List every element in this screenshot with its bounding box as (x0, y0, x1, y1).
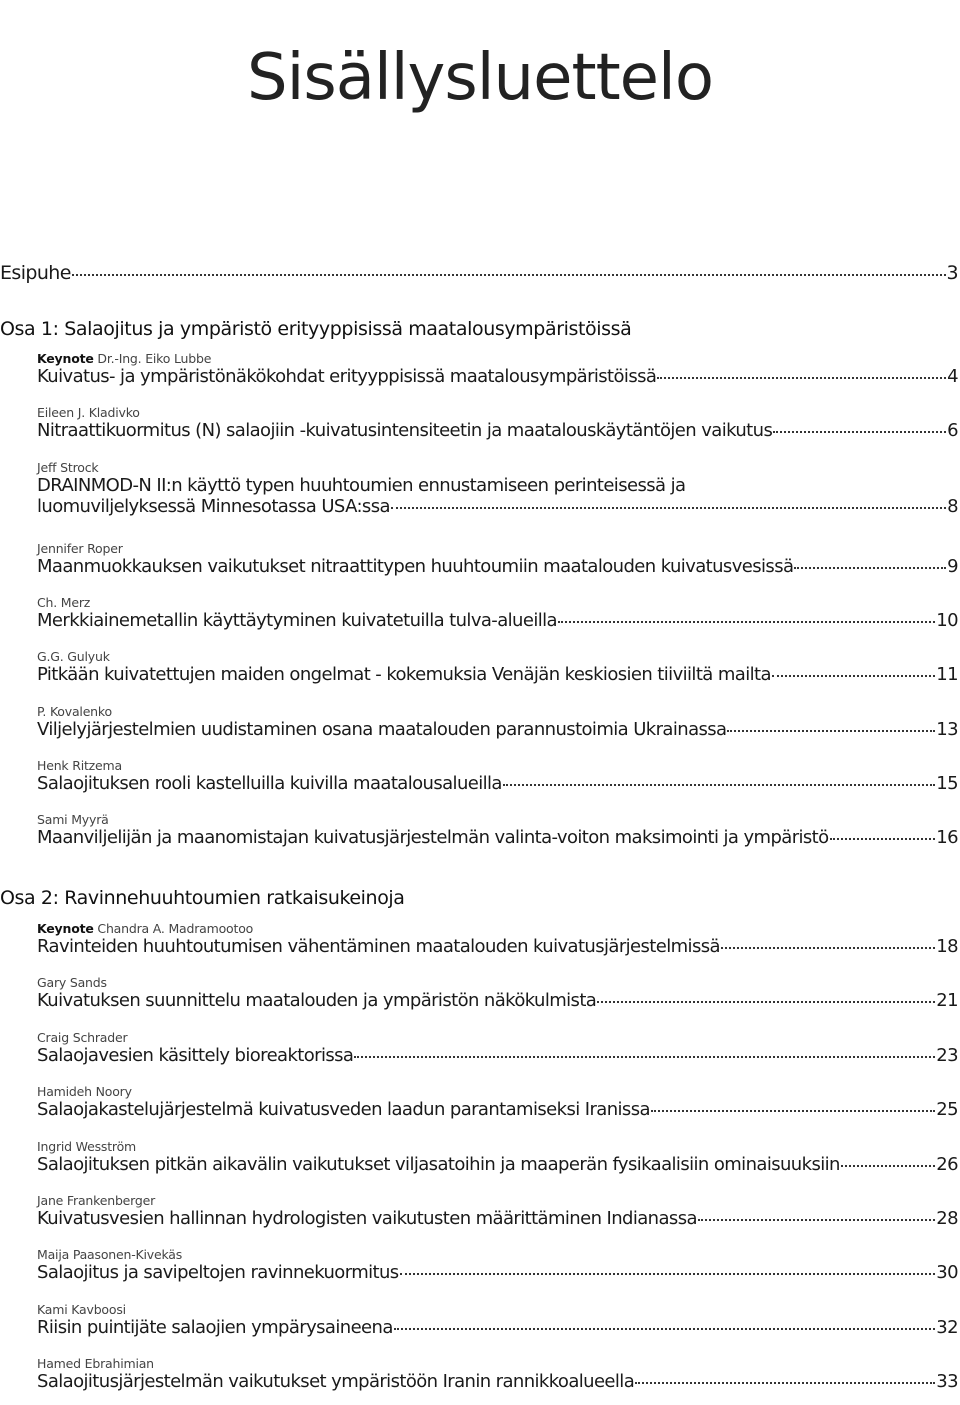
dot-leader (657, 377, 946, 379)
page-number: 18 (936, 936, 958, 957)
page-number: 16 (936, 827, 958, 848)
toc-item[interactable] (37, 351, 958, 387)
author-line (37, 921, 958, 936)
page-number: 9 (947, 556, 958, 577)
toc-item[interactable] (37, 704, 958, 740)
author-name: Jeff Strock (37, 460, 99, 475)
entry-title: Salaojitusjärjestelmän vaikutukset ympäristöön Iranin rannikkoalueella (37, 1371, 635, 1392)
dot-leader (651, 1110, 935, 1112)
page-number: 21 (936, 990, 958, 1011)
page-number: 30 (936, 1262, 958, 1283)
dot-leader (597, 1001, 935, 1003)
entry-title: Nitraattikuormitus (N) salaojiin -kuivatusintensiteetin ja maatalouskäytäntöjen vaikutus (37, 420, 773, 441)
toc-item[interactable] (37, 975, 958, 1011)
entry-title: Maanviljelijän ja maanomistajan kuivatusjärjestelmän valinta-voiton maksimointi ja ympäristö (37, 827, 829, 848)
entry-title: Salaojitus ja savipeltojen ravinnekuormitus (37, 1262, 399, 1283)
author-name: Chandra A. Madramootoo (97, 921, 254, 936)
dot-leader (773, 431, 946, 433)
toc-item[interactable] (37, 1247, 958, 1283)
page-number: 11 (936, 664, 958, 685)
toc-item[interactable] (37, 1356, 958, 1392)
entry-title: Kuivatusvesien hallinnan hydrologisten vaikutusten määrittäminen Indianassa (37, 1208, 697, 1229)
dot-leader (841, 1165, 935, 1167)
dot-leader (558, 621, 935, 623)
author-name: P. Kovalenko (37, 704, 112, 719)
entry-title: Viljelyjärjestelmien uudistaminen osana maatalouden parannustoimia Ukrainassa (37, 719, 727, 740)
page-number: 26 (936, 1154, 958, 1175)
page-number: 15 (936, 773, 958, 794)
author-name: G.G. Gulyuk (37, 649, 110, 664)
author-name: Ch. Merz (37, 595, 91, 610)
author-name: Henk Ritzema (37, 758, 122, 773)
author-name: Sami Myyrä (37, 812, 109, 827)
toc-item[interactable] (37, 649, 958, 685)
toc-item[interactable] (37, 1193, 958, 1229)
toc-item[interactable] (37, 758, 958, 794)
author-name: Ingrid Wesström (37, 1139, 136, 1154)
author-line (37, 351, 958, 366)
author-name: Jennifer Roper (37, 541, 123, 556)
entry-title: Salaojakastelujärjestelmä kuivatusveden laadun parantamiseksi Iranissa (37, 1099, 650, 1120)
section-heading-osa2: Osa 2: Ravinnehuuhtoumien ratkaisukeinoja (0, 887, 405, 909)
toc-item[interactable] (37, 921, 958, 957)
entry-title: Salaojituksen rooli kastelluilla kuivilla maatalousalueilla (37, 773, 502, 794)
entry-title: Pitkään kuivatettujen maiden ongelmat - kokemuksia Venäjän keskiosien tiiviiltä mailta (37, 664, 771, 685)
section-heading-osa1: Osa 1: Salaojitus ja ympäristö erityyppisissä maatalousympäristöissä (0, 318, 632, 340)
toc-item[interactable] (37, 595, 958, 631)
dot-leader (698, 1219, 935, 1221)
entry-title: Kuivatuksen suunnittelu maatalouden ja ympäristön näkökulmista (37, 990, 597, 1011)
toc-item[interactable] (37, 541, 958, 577)
page-number: 6 (947, 420, 958, 441)
page-number: 8 (947, 496, 958, 517)
entry-title: Ravinteiden huuhtoutumisen vähentäminen maatalouden kuivatusjärjestelmissä (37, 936, 720, 957)
toc-item[interactable] (37, 1302, 958, 1338)
entry-title: Salaojituksen pitkän aikavälin vaikutukset viljasatoihin ja maaperän fysikaalisiin ominaisuuksiin (37, 1154, 840, 1175)
page-number: 10 (936, 610, 958, 631)
dot-leader (772, 675, 935, 677)
entry-title-line1: DRAINMOD-N II:n käyttö typen huuhtoumien ennustamiseen perinteisessä ja (37, 475, 686, 496)
dot-leader (72, 274, 946, 276)
author-name: Hamideh Noory (37, 1084, 132, 1099)
dot-leader (635, 1382, 935, 1384)
dot-leader (503, 784, 935, 786)
page-number: 23 (936, 1045, 958, 1066)
dot-leader (727, 730, 935, 732)
dot-leader (391, 507, 946, 509)
toc-item[interactable] (37, 1139, 958, 1175)
dot-leader (394, 1328, 936, 1330)
toc-item[interactable] (37, 1030, 958, 1066)
author-name: Eileen J. Kladivko (37, 405, 140, 420)
dot-leader (721, 947, 935, 949)
author-name: Dr.-Ing. Eiko Lubbe (97, 351, 212, 366)
entry-title: luomuviljelyksessä Minnesotassa USA:ssa (37, 496, 390, 517)
entry-title: Kuivatus- ja ympäristönäkökohdat erityyppisissä maatalousympäristöissä (37, 366, 657, 387)
author-name: Maija Paasonen-Kivekäs (37, 1247, 183, 1262)
page-number: 25 (936, 1099, 958, 1120)
dot-leader (354, 1056, 935, 1058)
toc-item[interactable] (37, 460, 958, 517)
page-number: 4 (947, 366, 958, 387)
page-title: Sisällysluettelo (247, 40, 713, 115)
author-name: Jane Frankenberger (37, 1193, 156, 1208)
page-number: 3 (946, 262, 958, 284)
entry-title: Salaojavesien käsittely bioreaktorissa (37, 1045, 354, 1066)
author-name: Hamed Ebrahimian (37, 1356, 154, 1371)
dot-leader (794, 567, 946, 569)
toc-item[interactable] (37, 812, 958, 848)
entry-title: Merkkiainemetallin käyttäytyminen kuivatetuilla tulva-alueilla (37, 610, 557, 631)
toc-entry-esipuhe[interactable] (0, 262, 958, 284)
toc-item[interactable] (37, 405, 958, 441)
author-name: Craig Schrader (37, 1030, 128, 1045)
entry-title: Maanmuokkauksen vaikutukset nitraattitypen huuhtoumiin maatalouden kuivatusvesissä (37, 556, 794, 577)
keynote-label: Keynote (37, 921, 94, 936)
page-number: 13 (936, 719, 958, 740)
page-number: 32 (936, 1317, 958, 1338)
page-number: 33 (936, 1371, 958, 1392)
author-name: Gary Sands (37, 975, 107, 990)
dot-leader (830, 838, 936, 840)
author-name: Kami Kavboosi (37, 1302, 126, 1317)
keynote-label: Keynote (37, 351, 94, 366)
dot-leader (400, 1273, 936, 1275)
page-number: 28 (936, 1208, 958, 1229)
toc-item[interactable] (37, 1084, 958, 1120)
entry-title: Esipuhe (0, 262, 71, 284)
entry-title: Riisin puintijäte salaojien ympärysaineena (37, 1317, 393, 1338)
